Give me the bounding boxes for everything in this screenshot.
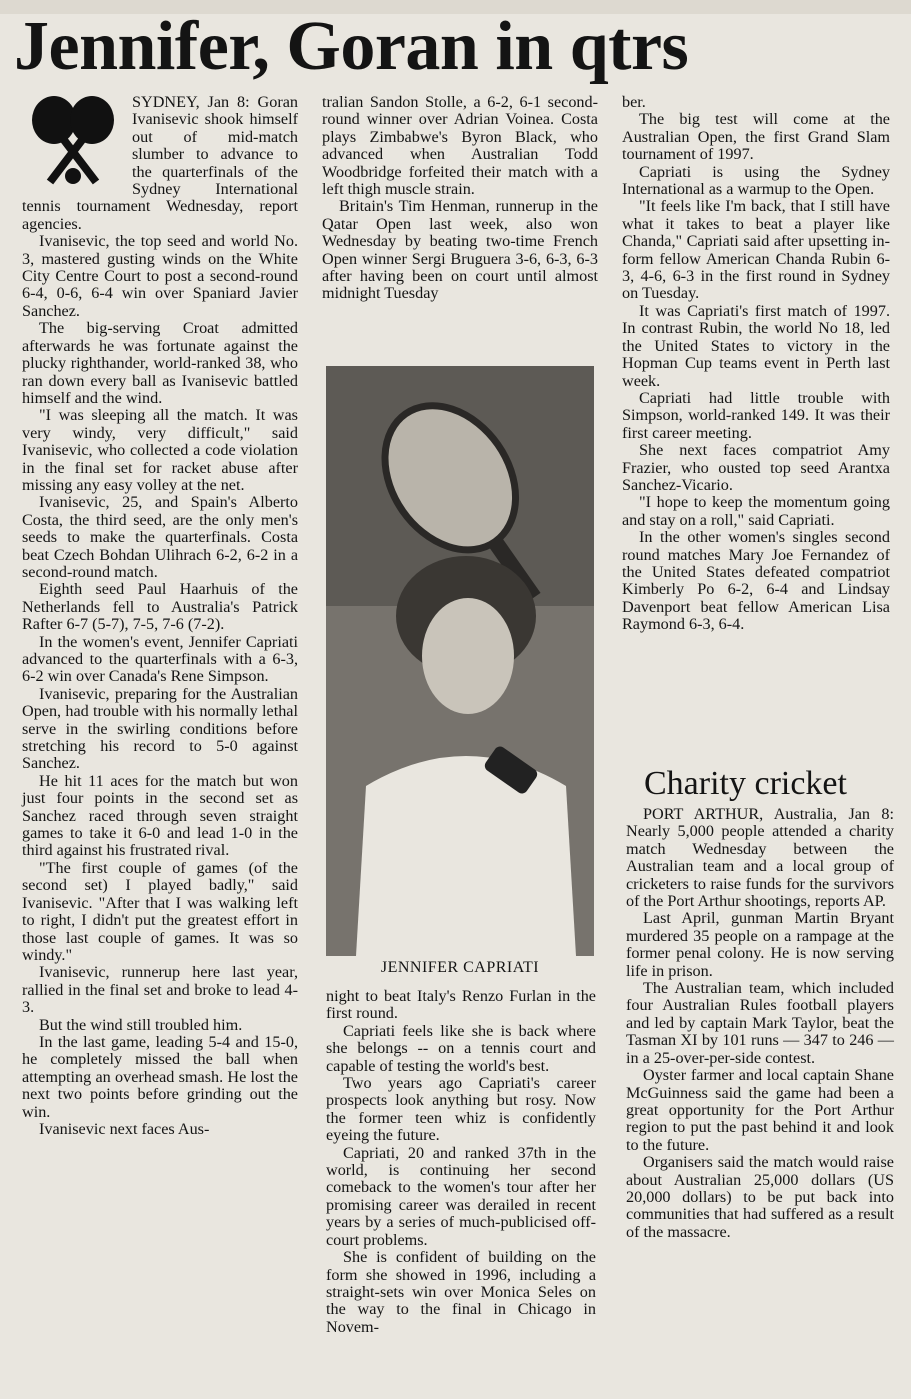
paragraph: Capriati had little trouble with Simpson, world-ranked 149. It was their first career meeting. — [622, 388, 890, 442]
paragraph: Eighth seed Paul Haarhuis of the Netherlands fell to Australia's Patrick Rafter 6-7 (5-7), 7-5, 7-6 (7-2). — [22, 580, 298, 634]
column-1 — [22, 94, 298, 1138]
paragraph: In the last game, leading 5-4 and 15-0, he completely missed the ball when attempting an overhead smash. He lost the next two points before grinding out the win. — [22, 1032, 298, 1121]
paragraph: Ivanisevic next faces Aus- — [39, 1119, 210, 1138]
paragraph: The Australian team, which included four Australian Rules football players and led by captain Mark Taylor, beat the Tasman XI by 101 runs — 347 to 246 — in a 25-over-per-side contest. — [626, 979, 894, 1067]
paragraph: The big-serving Croat admitted afterwards he was fortunate against the plucky righthander, world-ranked 38, who ran down every ball as Ivanisevic battled himself and the wind. — [22, 319, 298, 407]
paragraph: ber. — [622, 93, 646, 111]
paragraph: It was Capriati's first match of 1997. In contrast Rubin, the world No 18, led the United States to victory in the Hopman Cup teams event in Perth last week. — [622, 301, 890, 390]
paragraph: Britain's Tim Henman, runnerup in the Qatar Open last week, also won Wednesday by beating two-time French Open winner Sergi Bruguera 3-6, 6-3, 6-3 after having been on court until almost midnight Tuesday — [322, 197, 598, 303]
paragraph: Ivanisevic, the top seed and world No. 3, mastered gusting winds on the White City Centre Court to post a second-round 6-4, 0-6, 6-4 win over Spaniard Javier Sanchez. — [22, 232, 298, 320]
subheadline: Charity cricket — [644, 765, 847, 802]
paragraph: Capriati is using the Sydney International as a warmup to the Open. — [622, 162, 890, 199]
tennis-rackets-icon — [22, 94, 124, 190]
paragraph: Organisers said the match would raise about Australian 25,000 dollars (US 20,000 dollars) to be put back into communities that had suffered as a result of the massacre. — [626, 1153, 894, 1241]
player-photo — [326, 366, 594, 956]
paragraph: Last April, gunman Martin Bryant murdered 35 people on a rampage at the former penal colony. He is now serving life in prison. — [626, 909, 894, 980]
paragraph: She is confident of building on the form she showed in 1996, including a straight-sets win over Monica Seles on the way to the final in Chicago in Novem- — [326, 1248, 596, 1336]
column-3-top — [622, 94, 890, 634]
paragraph: "I was sleeping all the match. It was very windy, very difficult," said Ivanisevic, who collected a code violation in the final set for racket abuse after missing any easy volley at the net. — [22, 406, 298, 494]
paragraph: "The first couple of games (of the second set) I played badly," said Ivanisevic. "After that I was walking left to right, I didn't put the greatest effort in those last couple of games. It was so windy." — [22, 858, 298, 964]
paragraph: Oyster farmer and local captain Shane McGuinness said the game had been a great opportunity for the Port Arthur region to put the past behind it and look to the future. — [626, 1066, 894, 1154]
headline: Jennifer, Goran in qtrs — [14, 8, 689, 85]
paragraph: He hit 11 aces for the match but won just four points in the second set as Sanchez raced through seven straight games to take it 6-0 and lead 1-0 in the third against his frustrated rival. — [22, 771, 298, 860]
paragraph: Two years ago Capriati's career prospects look anything but rosy. Now the former teen whiz is confidently eyeing the future. — [326, 1074, 596, 1145]
paragraph: Ivanisevic, 25, and Spain's Alberto Costa, the third seed, are the only men's seeds to make the quarterfinals. Costa beat Czech Bohdan Ulihrach 6-2, 6-2 in a second-round match. — [22, 493, 298, 581]
paragraph: PORT ARTHUR, Australia, Jan 8: Nearly 5,000 people attended a charity match Wednesday between the Australian team and a local group of cricketers to raise funds for the survivors of the Port Arthur shootings, reports AP. — [626, 805, 894, 911]
paragraph: Ivanisevic, runnerup here last year, rallied in the final set and broke to lead 4-3. — [22, 963, 298, 1017]
column-2-bottom — [326, 988, 596, 1336]
paragraph: But the wind still troubled him. — [39, 1015, 243, 1034]
paragraph: "I hope to keep the momentum going and stay on a roll," said Capriati. — [622, 493, 890, 529]
paragraph: "It feels like I'm back, that I still have what it takes to beat a player like Chanda," Capriati said after upsetting in-form fellow American Chanda Rubin 6-3, 4-6, 6-3 in the first round in Sydney on Tuesday. — [622, 197, 890, 303]
photo-caption: JENNIFER CAPRIATI — [380, 959, 540, 976]
paragraph: Capriati feels like she is back where she belongs -- on a tennis court and capable of testing the world's best. — [326, 1021, 596, 1075]
paragraph: In the other women's singles second round matches Mary Joe Fernandez of the United States defeated compatriot Kimberly Po 6-2, 6-4 and Lindsay Davenport beat fellow American Lisa Raymond 6-3, 6-4. — [622, 528, 890, 634]
column-2-top — [322, 94, 598, 303]
paragraph: The big test will come at the Australian Open, the first Grand Slam tournament of 1997. — [622, 110, 890, 164]
paragraph: In the women's event, Jennifer Capriati advanced to the quarterfinals with a 6-3, 6-2 win over Canada's Rene Simpson. — [22, 632, 298, 686]
paragraph: night to beat Italy's Renzo Furlan in the first round. — [326, 987, 596, 1023]
paragraph: Ivanisevic, preparing for the Australian Open, had trouble with his normally lethal serve in the swirling conditions before stretching his record to 5-0 against Sanchez. — [22, 684, 298, 773]
paragraph: Capriati, 20 and ranked 37th in the world, is continuing her second comeback to the women's tour after her promising career was derailed in recent years by a series of much-publicised off-court problems. — [326, 1143, 596, 1249]
column-3-bottom — [626, 806, 894, 1241]
paragraph: tralian Sandon Stolle, a 6-2, 6-1 second-round winner over Adrian Voinea. Costa plays Zimbabwe's Byron Black, who advanced when Australian Todd Woodbridge forfeited their match with a left thigh muscle strain. — [322, 93, 598, 199]
paragraph: SYDNEY, Jan 8: Goran Ivanisevic shook himself out of mid-match slumber to advance to the quarterfinals of the Sydney International tennis tournament Wednesday, report agencies. — [22, 93, 298, 233]
paragraph: She next faces compatriot Amy Frazier, who ousted top seed Arantxa Sanchez-Vicario. — [622, 441, 890, 494]
